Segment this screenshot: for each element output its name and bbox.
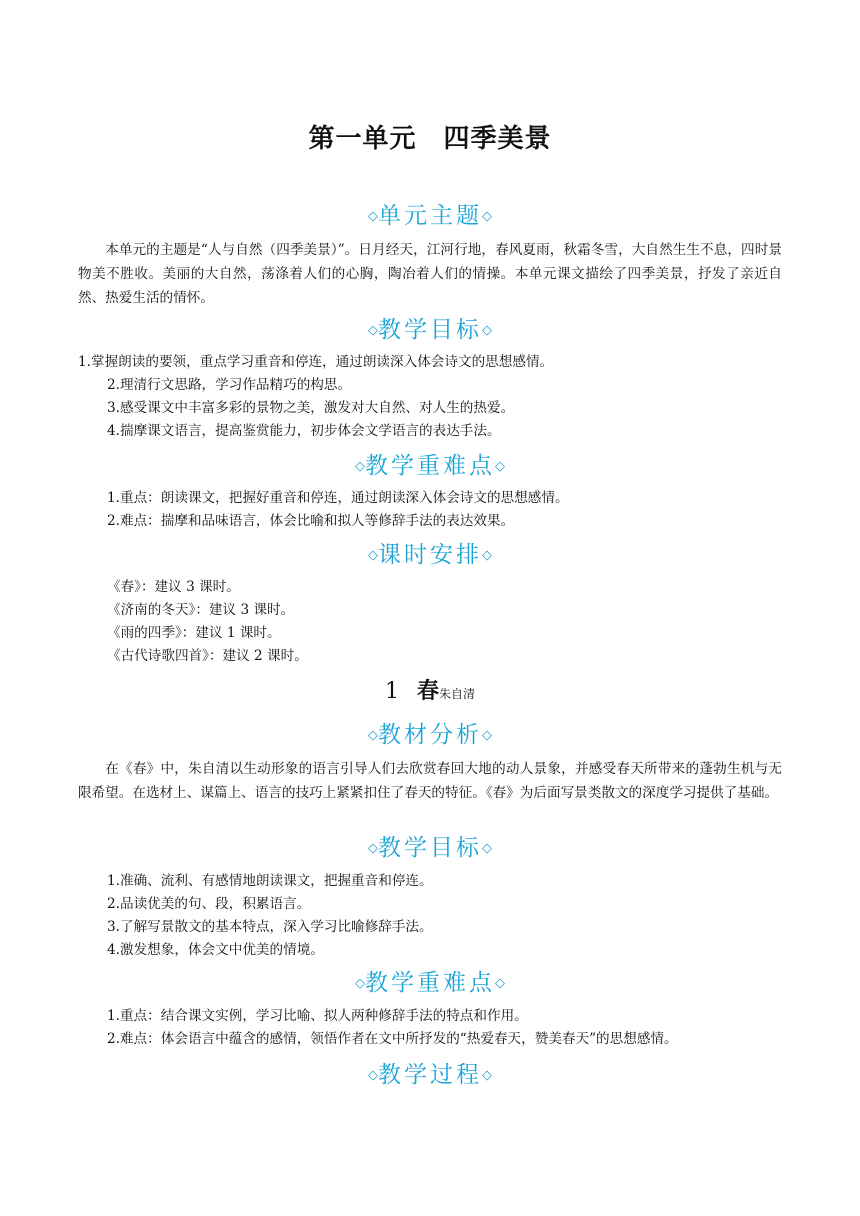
diamond-icon: ◇ xyxy=(368,1068,378,1083)
diamond-icon: ◇ xyxy=(368,728,378,743)
lesson-goals-list xyxy=(78,870,782,962)
diamond-icon: ◇ xyxy=(368,323,378,338)
lesson-title xyxy=(0,676,860,710)
list-item: 1.重点：结合课文实例，学习比喻、拟人两种修辞手法的特点和作用。 xyxy=(107,1008,528,1024)
section-heading-unit-goals xyxy=(0,315,860,346)
section-heading-lesson-key-points xyxy=(0,968,860,999)
heading-text: 教学重难点 xyxy=(365,970,495,996)
list-item: 3.了解写景散文的基本特点，深入学习比喻修辞手法。 xyxy=(107,919,433,935)
unit-title: 第一单元 四季美景 xyxy=(308,124,552,154)
heading-text: 教学目标 xyxy=(378,317,482,343)
heading-text: 教学重难点 xyxy=(365,453,495,479)
section-heading-lesson-goals xyxy=(0,833,860,864)
diamond-icon: ◇ xyxy=(368,841,378,856)
list-item: 1.掌握朗读的要领，重点学习重音和停连，通过朗读深入体会诗文的思想感情。 xyxy=(78,354,554,370)
section-heading-unit-key-points xyxy=(0,451,860,482)
list-item: 《春》：建议 3 课时。 xyxy=(107,579,240,595)
unit-theme-paragraph: 本单元的主题是“人与自然（四季美景）”。日月经天，江河行地，春风夏雨，秋霜冬雪，大自然生生不息，四时景物美不胜收。美丽的大自然，荡涤着人们的心胸，陶冶着人们的情操。本单元课文描绘了四季美景，抒发了亲近自然、热爱生活的情怀。 xyxy=(78,242,782,306)
diamond-icon: ◇ xyxy=(355,976,365,991)
list-item: 1.准确、流利、有感情地朗读课文，把握重音和停连。 xyxy=(107,873,433,889)
list-item: 2.品读优美的句、段，积累语言。 xyxy=(107,896,311,912)
list-item: 3.感受课文中丰富多彩的景物之美，激发对大自然、对人生的热爱。 xyxy=(107,400,515,416)
diamond-icon: ◇ xyxy=(368,209,378,224)
diamond-icon: ◇ xyxy=(482,548,492,563)
lesson-key-points-list xyxy=(78,1005,782,1051)
list-item: 4.揣摩课文语言，提高鉴赏能力，初步体会文学语言的表达手法。 xyxy=(107,423,501,439)
lesson-author: 朱自清 xyxy=(439,687,476,701)
diamond-icon: ◇ xyxy=(482,1068,492,1083)
diamond-icon: ◇ xyxy=(482,841,492,856)
heading-text: 课时安排 xyxy=(378,542,482,568)
diamond-icon: ◇ xyxy=(482,728,492,743)
heading-text: 教学过程 xyxy=(378,1062,482,1088)
list-item: 《雨的四季》：建议 1 课时。 xyxy=(107,625,281,641)
diamond-icon: ◇ xyxy=(482,209,492,224)
schedule-list xyxy=(78,576,782,668)
lesson-name: 春 xyxy=(416,679,439,704)
diamond-icon: ◇ xyxy=(368,548,378,563)
list-item: 4.激发想象，体会文中优美的情境。 xyxy=(107,942,324,958)
diamond-icon: ◇ xyxy=(495,459,505,474)
list-item: 1.重点：朗读课文，把握好重音和停连，通过朗读深入体会诗文的思想感情。 xyxy=(107,490,569,506)
unit-key-points-list xyxy=(78,487,782,533)
list-item: 2.难点：体会语言中蕴含的感情，领悟作者在文中所抒发的“热爱春天，赞美春天”的思想感情。 xyxy=(107,1031,678,1047)
section-heading-analysis xyxy=(0,720,860,751)
heading-text: 单元主题 xyxy=(378,203,482,229)
list-item: 2.难点：揣摩和品味语言，体会比喻和拟人等修辞手法的表达效果。 xyxy=(107,513,515,529)
diamond-icon: ◇ xyxy=(482,323,492,338)
heading-text: 教学目标 xyxy=(378,835,482,861)
heading-text: 教材分析 xyxy=(378,722,482,748)
diamond-icon: ◇ xyxy=(495,976,505,991)
analysis-paragraph: 在《春》中，朱自清以生动形象的语言引导人们去欣赏春回大地的动人景象，并感受春天所带来的蓬勃生机与无限希望。在选材上、谋篇上、语言的技巧上紧紧扣住了春天的特征。《春》为后面写景类散文的深度学习提供了基础。 xyxy=(78,761,782,801)
diamond-icon: ◇ xyxy=(355,459,365,474)
section-heading-process xyxy=(0,1060,860,1091)
list-item: 《古代诗歌四首》：建议 2 课时。 xyxy=(107,648,308,664)
section-heading-unit-theme xyxy=(0,201,860,232)
list-item: 2.理清行文思路，学习作品精巧的构思。 xyxy=(107,377,352,393)
unit-goals-list xyxy=(78,351,782,443)
list-item: 《济南的冬天》：建议 3 课时。 xyxy=(107,602,295,618)
section-heading-schedule xyxy=(0,540,860,571)
lesson-number: 1 xyxy=(384,679,399,704)
